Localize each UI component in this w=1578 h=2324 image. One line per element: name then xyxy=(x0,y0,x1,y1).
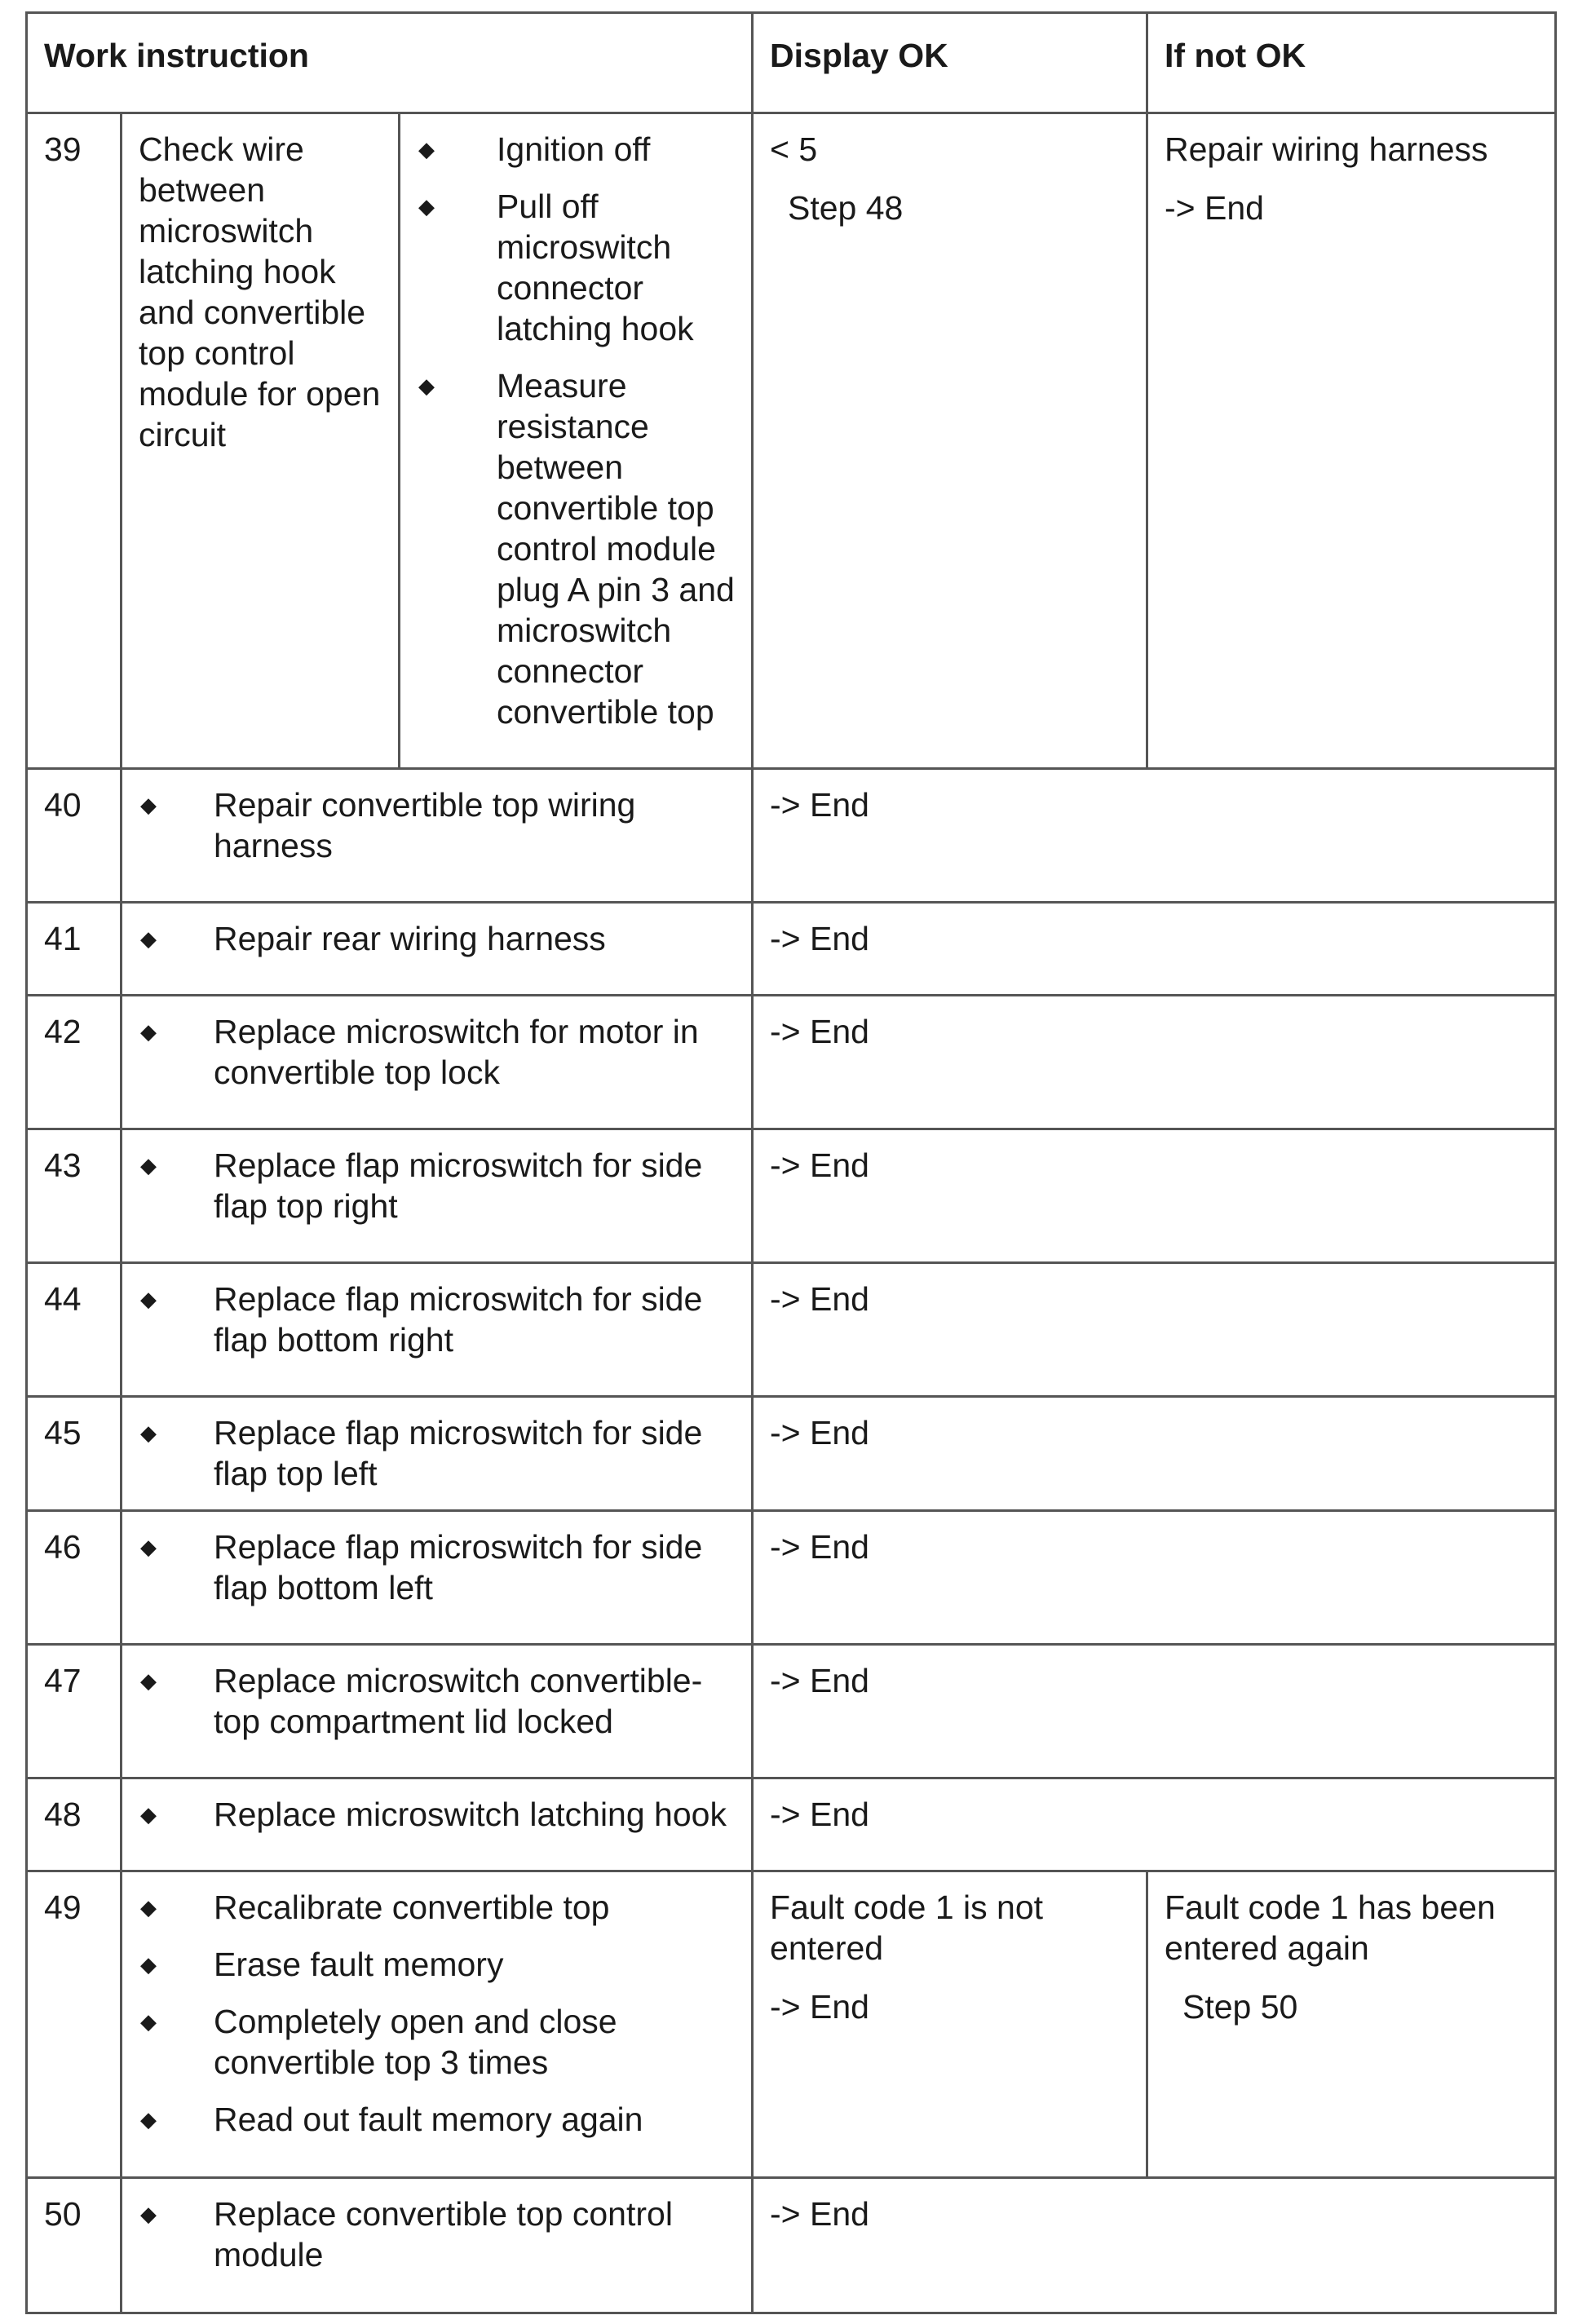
display-next: -> End xyxy=(770,1988,869,2026)
table-row-49 xyxy=(27,1871,1556,2178)
display-ok-cell: -> End xyxy=(753,1645,1556,1778)
step-bullets xyxy=(122,1511,753,1645)
step-number: 39 xyxy=(27,113,122,769)
table-row-41 xyxy=(27,903,1556,996)
bullet-item: ◆ Repair convertible top wiring harness xyxy=(139,784,735,866)
step-number: 41 xyxy=(27,903,122,996)
step-bullets xyxy=(122,903,753,996)
step-number: 50 xyxy=(27,2178,122,2313)
table-row-50 xyxy=(27,2178,1556,2313)
not-ok-text: Fault code 1 has been entered again xyxy=(1165,1889,1496,1967)
step-bullets xyxy=(122,1129,753,1263)
table-row-46 xyxy=(27,1511,1556,1645)
step-bullets xyxy=(122,1778,753,1871)
display-ok-cell: -> End xyxy=(753,1129,1556,1263)
bullet-item: ◆ Replace flap microswitch for side flap bottom right xyxy=(139,1279,735,1360)
bullet-item: ◆ Ignition off xyxy=(417,129,735,170)
step-number: 44 xyxy=(27,1263,122,1397)
not-ok-next: -> End xyxy=(1165,189,1264,227)
table-row-39 xyxy=(27,113,1556,769)
bullet-item: ◆ Replace microswitch for motor in convertible top lock xyxy=(139,1011,735,1093)
table-row-45 xyxy=(27,1397,1556,1511)
bullet-item: ◆ Recalibrate convertible top xyxy=(139,1887,735,1928)
bullet-item: ◆ Read out fault memory again xyxy=(139,2099,735,2140)
step-bullets xyxy=(122,1645,753,1778)
display-ok-cell: -> End xyxy=(753,2178,1556,2313)
table-row-42 xyxy=(27,996,1556,1129)
table-row-47 xyxy=(27,1645,1556,1778)
not-ok-next: Step 50 xyxy=(1182,1988,1298,2026)
bullet-item: ◆ Completely open and close convertible top 3 times xyxy=(139,2001,735,2083)
step-number: 49 xyxy=(27,1871,122,2178)
display-ok-cell xyxy=(753,1871,1147,2178)
header-work-instruction: Work instruction xyxy=(27,13,753,113)
table-row-43 xyxy=(27,1129,1556,1263)
table-row-44 xyxy=(27,1263,1556,1397)
bullet-item: ◆ Replace microswitch latching hook xyxy=(139,1794,735,1835)
step-number: 47 xyxy=(27,1645,122,1778)
bullet-item: ◆ Pull off microswitch connector latching hook xyxy=(417,186,735,349)
display-ok-cell: -> End xyxy=(753,1397,1556,1511)
bullet-item: ◆ Replace flap microswitch for side flap bottom left xyxy=(139,1527,735,1608)
bullet-item: ◆ Replace microswitch convertible-top compartment lid locked xyxy=(139,1660,735,1742)
bullet-item: ◆ Repair rear wiring harness xyxy=(139,918,735,959)
display-ok-cell: -> End xyxy=(753,1778,1556,1871)
step-number: 48 xyxy=(27,1778,122,1871)
step-bullets xyxy=(122,1397,753,1511)
display-value: < 5 xyxy=(770,130,818,168)
step-number: 45 xyxy=(27,1397,122,1511)
bullet-item: ◆ Replace convertible top control module xyxy=(139,2194,735,2275)
step-bullets xyxy=(400,113,753,769)
display-ok-cell xyxy=(753,113,1147,769)
display-ok-cell: -> End xyxy=(753,903,1556,996)
bullet-item: ◆ Erase fault memory xyxy=(139,1944,735,1985)
work-instruction-table xyxy=(25,11,1557,2314)
display-ok-cell: -> End xyxy=(753,769,1556,903)
step-number: 46 xyxy=(27,1511,122,1645)
table-row-40 xyxy=(27,769,1556,903)
table-row-48 xyxy=(27,1778,1556,1871)
step-bullets xyxy=(122,1263,753,1397)
step-number: 40 xyxy=(27,769,122,903)
display-text: Fault code 1 is not entered xyxy=(770,1889,1044,1967)
header-display-ok: Display OK xyxy=(753,13,1147,113)
step-number: 42 xyxy=(27,996,122,1129)
not-ok-cell xyxy=(1147,1871,1556,2178)
bullet-item: ◆ Replace flap microswitch for side flap top right xyxy=(139,1145,735,1226)
step-number: 43 xyxy=(27,1129,122,1263)
bullet-item: ◆ Measure resistance between convertible top control module plug A pin 3 and microswitch connector convertible top xyxy=(417,365,735,732)
step-bullets xyxy=(122,1871,753,2178)
display-ok-cell: -> End xyxy=(753,1263,1556,1397)
not-ok-text: Repair wiring harness xyxy=(1165,130,1488,168)
not-ok-cell xyxy=(1147,113,1556,769)
header-if-not-ok: If not OK xyxy=(1147,13,1556,113)
display-ok-cell: -> End xyxy=(753,996,1556,1129)
header-row xyxy=(27,13,1556,113)
step-title: Check wire between microswitch latching hook and convertible top control module for open circuit xyxy=(122,113,400,769)
display-ok-cell: -> End xyxy=(753,1511,1556,1645)
step-bullets xyxy=(122,2178,753,2313)
step-bullets xyxy=(122,769,753,903)
bullet-item: ◆ Replace flap microswitch for side flap top left xyxy=(139,1412,735,1494)
display-next: Step 48 xyxy=(788,189,904,227)
step-bullets xyxy=(122,996,753,1129)
